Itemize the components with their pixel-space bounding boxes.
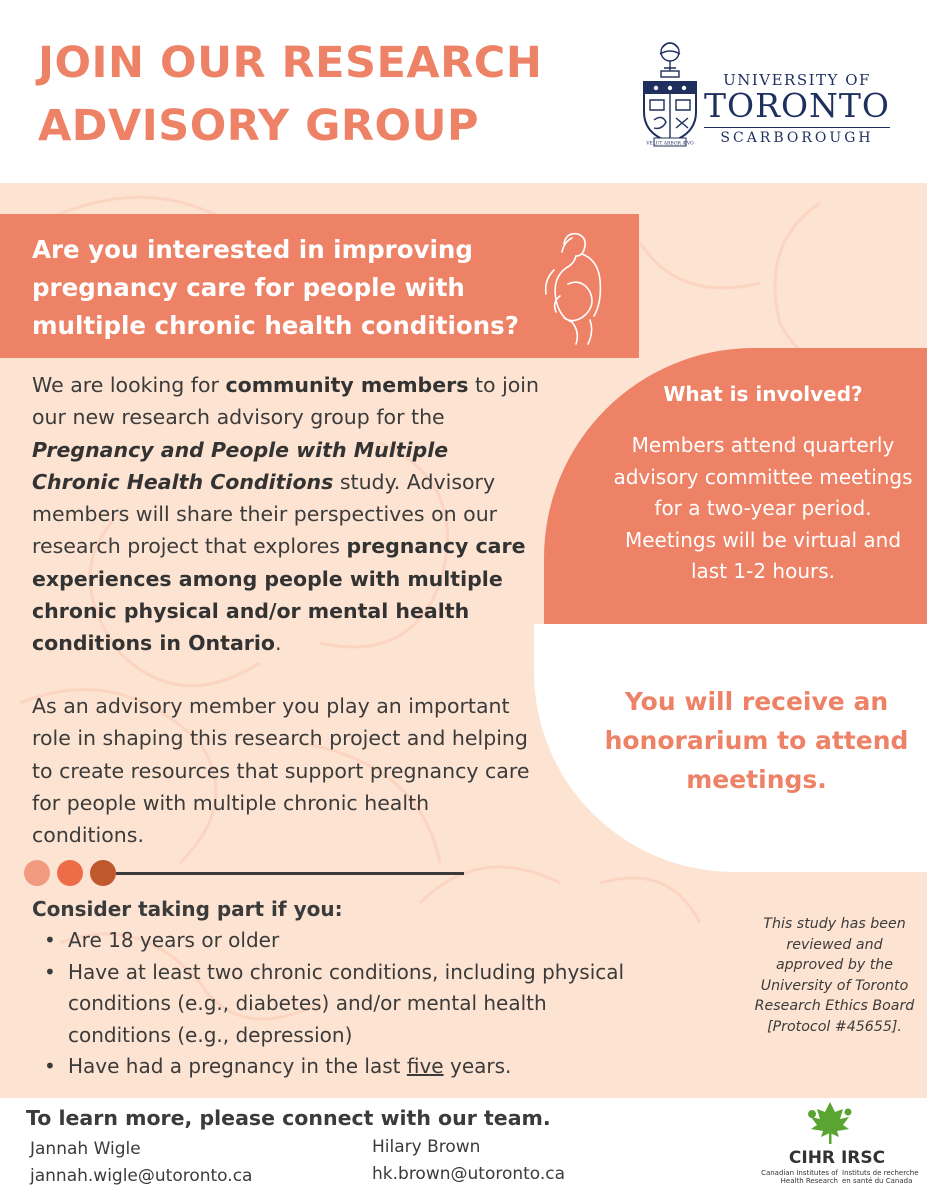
header <box>0 0 927 183</box>
what-is-involved-panel <box>544 348 927 624</box>
intro-text-1: We are looking for <box>32 373 226 397</box>
uoft-scarborough-logo <box>640 38 890 148</box>
cihr-logo <box>752 1098 922 1200</box>
criteria-last-underlined: five <box>406 1054 444 1078</box>
contact-name: Jannah Wigle <box>30 1139 141 1159</box>
divider-dot-2 <box>57 860 83 886</box>
criteria-item: • Have at least two chronic conditions, including physical conditions (e.g., diabetes) and/or mental health conditions (e.g., depression) <box>42 957 632 1052</box>
page-title <box>38 32 618 158</box>
cihr-english: Canadian Institutes of Health Research <box>761 1169 838 1185</box>
criteria-title: Consider taking part if you: <box>32 897 343 921</box>
divider-dot-1 <box>24 860 50 886</box>
banner-line-3: multiple chronic health conditions? <box>32 311 519 340</box>
contact-name: Hilary Brown <box>372 1137 481 1157</box>
criteria-last-pre: Have had a pregnancy in the last <box>68 1054 407 1078</box>
dots-divider <box>24 860 464 886</box>
uoft-line-3: SCARBOROUGH <box>704 127 890 148</box>
criteria-item: • Are 18 years or older <box>42 925 632 957</box>
divider-line <box>116 872 464 875</box>
cihr-name: CIHR IRSC <box>788 1148 886 1168</box>
honorarium-text: You will receive an honorarium to attend meetings. <box>604 687 909 794</box>
banner-line-1: Are you interested in improving <box>32 235 473 264</box>
ethics-note: This study has been reviewed and approved by the University of Toronto Research Ethics Board [Protocol #45655]. <box>754 916 915 1035</box>
intro-text-2: to join our new research advisory group for the <box>32 373 539 430</box>
divider-dot-3 <box>90 860 116 886</box>
question-banner <box>0 214 639 358</box>
svg-text:VELUT ARBOR ÆVO: VELUT ARBOR ÆVO <box>646 141 694 147</box>
criteria-item <box>42 1051 632 1083</box>
intro-bold-community: community members <box>225 373 469 397</box>
intro-bold-experiences: pregnancy care experiences among people with multiple chronic physical and/or mental health conditions in Ontario <box>32 534 526 656</box>
footer-title: To learn more, please connect with our team. <box>26 1106 551 1130</box>
banner-line-2: pregnancy care for people with <box>32 273 465 302</box>
contact-hilary <box>372 1134 565 1188</box>
criteria-list <box>42 925 632 1083</box>
uoft-wordmark <box>704 71 890 148</box>
contact-email[interactable]: jannah.wigle@utoronto.ca <box>30 1166 253 1186</box>
intro-text-4: . <box>275 631 282 656</box>
uoft-line-2: TORONTO <box>704 86 890 125</box>
banner-question <box>32 231 552 345</box>
cihr-french: Instituts de recherche en santé du Canada <box>842 1169 919 1185</box>
intro-text-3: study. Advisory members will share their perspectives on our research project that explores <box>32 469 498 559</box>
role-paragraph: As an advisory member you play an important role in shaping this research project and helping to create resources that support pregnancy care for people with multiple chronic health conditions. <box>32 694 530 848</box>
pregnant-person-icon <box>534 226 614 346</box>
maple-leaf-icon <box>800 1100 860 1146</box>
title-line-2: ADVISORY GROUP <box>38 101 480 151</box>
involved-question: What is involved? <box>663 382 863 406</box>
title-line-1: JOIN OUR RESEARCH <box>38 38 543 88</box>
criteria-last-post: years. <box>443 1054 512 1078</box>
footer <box>0 1098 927 1200</box>
contact-email[interactable]: hk.brown@utoronto.ca <box>372 1164 566 1184</box>
uoft-line-1: UNIVERSITY OF <box>723 71 871 89</box>
contact-jannah <box>30 1136 252 1190</box>
uoft-crest-icon <box>640 38 700 148</box>
involved-answer: Members attend quarterly advisory committee meetings for a two-year period. Meetings will be virtual and last 1-2 hours. <box>613 433 913 583</box>
intro-study-name: Pregnancy and People with Multiple Chronic Health Conditions <box>32 437 449 494</box>
intro-paragraph <box>32 369 542 660</box>
